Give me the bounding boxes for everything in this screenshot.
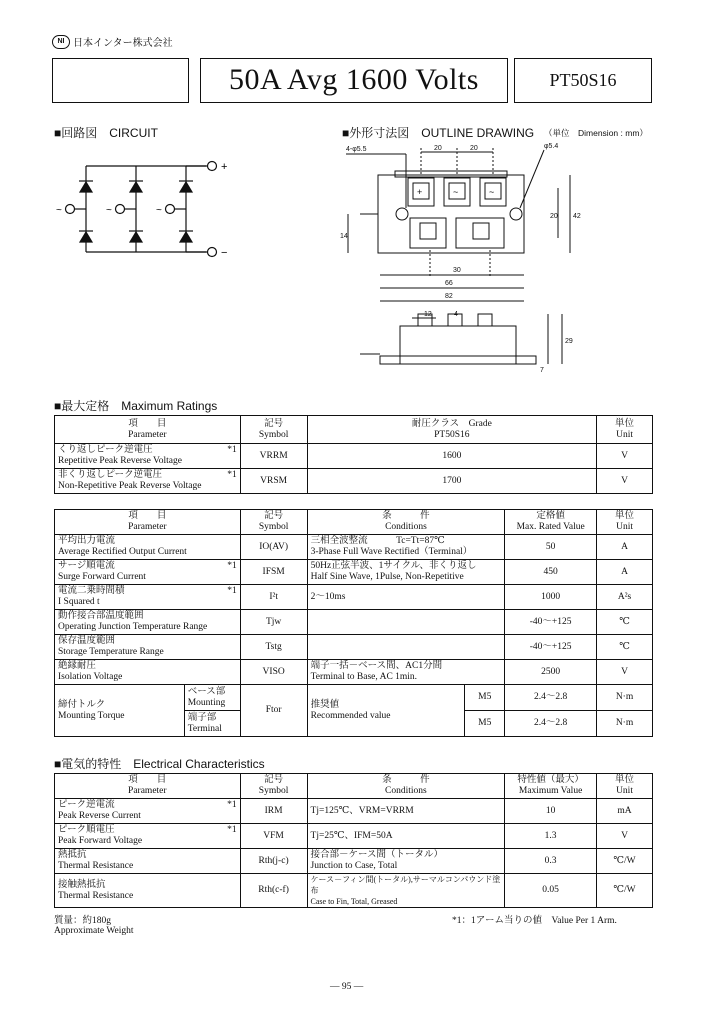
- param-header-en: Parameter: [128, 429, 167, 440]
- table-row: [55, 444, 653, 469]
- torque-sub-jp: 端子部: [187, 712, 217, 723]
- terminal-circle: [166, 205, 175, 214]
- max-ratings-voltage-table: [54, 415, 653, 494]
- value-header-en: Max. Rated Value: [516, 522, 585, 532]
- arm-note: *1：1アーム当りの値 Value Per 1 Arm.: [452, 916, 617, 926]
- param-header-en: Parameter: [128, 786, 167, 796]
- param-en: Peak Forward Voltage: [58, 836, 143, 846]
- value-cell: 1600: [307, 444, 596, 469]
- terminal-mark: ~: [453, 187, 459, 197]
- value-header-en: Maximum Value: [518, 786, 583, 796]
- value-cell: -40～+125: [505, 635, 597, 660]
- unit-cell: N·m: [597, 711, 653, 737]
- dim-label: φ5.4: [544, 143, 559, 150]
- conditions-header: 条 件: [382, 775, 430, 785]
- condition-jp: Tj=125℃、VRM=VRRM: [307, 799, 505, 824]
- terminal-mark: ~: [489, 187, 495, 197]
- unit-cell: ℃/W: [597, 874, 653, 908]
- unit-cell: N·m: [597, 685, 653, 711]
- table-row: [55, 824, 653, 849]
- value-cell: 2500: [505, 660, 597, 685]
- param-en: Mounting Torque: [58, 710, 125, 721]
- param-en: Isolation Voltage: [58, 672, 123, 682]
- dim-label: 42: [573, 213, 581, 220]
- ac-label: ~: [156, 205, 162, 216]
- symbol-cell: VFM: [240, 824, 307, 849]
- param-en: Peak Reverse Current: [58, 811, 141, 821]
- diode-symbol: [130, 182, 142, 192]
- param-header: 項 目: [128, 511, 167, 521]
- max-ratings-table: [54, 509, 653, 737]
- diode-symbol: [80, 182, 92, 192]
- table-header-row: [55, 416, 653, 444]
- symbol-cell: VISO: [240, 660, 307, 685]
- symbol-cell: I²t: [240, 585, 307, 610]
- dim-label: 4-φ5.5: [346, 146, 367, 153]
- param-jp: 絶縁耐圧: [58, 661, 97, 671]
- condition-jp: 端子一括－ベース間、AC1分間: [310, 661, 443, 671]
- conditions-header-en: Conditions: [384, 786, 427, 796]
- param-header: 項 目: [128, 418, 167, 429]
- note-mark: *1: [227, 586, 237, 596]
- unit-cell: V: [597, 660, 653, 685]
- table-row: [55, 685, 653, 711]
- unit-header: 単位: [615, 418, 635, 429]
- grade-header: 耐圧クラス Grade: [411, 418, 492, 429]
- condition-jp: Tj=25℃、IFM=50A: [307, 824, 505, 849]
- symbol-header: 記号: [264, 775, 284, 785]
- unit-header-en: Unit: [616, 522, 633, 532]
- header-blank-box: [52, 58, 189, 103]
- circuit-heading: ■回路図 CIRCUIT: [54, 126, 158, 140]
- param-jp: ピーク逆電流: [58, 800, 115, 810]
- param-en: Repetitive Peak Reverse Voltage: [58, 456, 182, 466]
- screw-cell: M5: [465, 711, 505, 737]
- dim-label: 7: [540, 367, 544, 374]
- terminal-circle: [66, 205, 75, 214]
- logo-text: 日本インター株式会社: [73, 38, 173, 49]
- condition-en: Half Sine Wave, 1Pulse, Non-Repetitive: [310, 572, 464, 582]
- table-row: [55, 469, 653, 494]
- unit-header-en: Unit: [616, 429, 633, 440]
- condition-en: Junction to Case, Total: [310, 861, 398, 871]
- param-en: Storage Temperature Range: [58, 647, 164, 657]
- table-header-row: [55, 510, 653, 535]
- note-mark: *1: [227, 470, 237, 480]
- param-jp: 熱抵抗: [58, 850, 87, 860]
- plus-label: +: [221, 161, 228, 173]
- unit-header: 単位: [615, 511, 635, 521]
- value-cell: 0.05: [505, 874, 597, 908]
- table-row: [55, 535, 653, 560]
- symbol-cell: Ftor: [240, 685, 307, 737]
- symbol-cell: IFSM: [240, 560, 307, 585]
- model-number: PT50S16: [514, 58, 652, 103]
- company-logo: [52, 34, 173, 49]
- condition-jp: 接合部－ケース間（トータル）: [310, 850, 444, 860]
- symbol-cell: VRRM: [240, 444, 307, 469]
- symbol-header: 記号: [264, 418, 284, 429]
- param-en: Surge Forward Current: [58, 572, 146, 582]
- outline-drawing: [340, 138, 590, 388]
- electrical-heading: ■電気的特性 Electrical Characteristics: [54, 757, 265, 771]
- table-row: [55, 849, 653, 874]
- torque-sub-en: Terminal: [187, 723, 222, 734]
- ac-label: ~: [106, 205, 112, 216]
- table-row: [55, 610, 653, 635]
- weight-en: Approximate Weight: [54, 926, 134, 936]
- max-ratings-heading: ■最大定格 Maximum Ratings: [54, 399, 218, 413]
- logo-mark: NI: [52, 35, 70, 49]
- condition-jp: 三相全波整流 Tc=Tt=87℃: [310, 536, 445, 546]
- dim-label: 29: [565, 338, 573, 345]
- symbol-header-en: Symbol: [258, 429, 289, 440]
- param-en: I Squared t: [58, 597, 100, 607]
- conditions-header: 条 件: [382, 511, 430, 521]
- param-en: Thermal Resistance: [58, 890, 134, 901]
- symbol-cell: Tjw: [240, 610, 307, 635]
- dim-label: 12: [424, 311, 432, 318]
- condition-en: 3-Phase Full Wave Rectified（Terminal）: [310, 547, 473, 557]
- terminal-circle: [208, 162, 217, 171]
- diode-symbol: [180, 232, 192, 242]
- param-jp: ピーク順電圧: [58, 825, 115, 835]
- value-cell: 1000: [505, 585, 597, 610]
- value-header: 特性値（最大）: [517, 775, 584, 785]
- torque-sub-en: Mounting: [187, 697, 226, 708]
- symbol-header-en: Symbol: [258, 522, 289, 532]
- grade-model: PT50S16: [434, 429, 470, 440]
- terminal-mark: +: [417, 187, 423, 197]
- table-header-row: [55, 774, 653, 799]
- note-mark: *1: [227, 800, 237, 810]
- param-en: Non-Repetitive Peak Reverse Voltage: [58, 481, 202, 491]
- conditions-header-en: Conditions: [385, 522, 427, 532]
- condition-jp: 50Hz正弦半波、1サイクル、非くり返し: [310, 561, 477, 571]
- diode-symbol: [130, 232, 142, 242]
- circuit-diagram: [58, 148, 238, 270]
- terminal-circle: [116, 205, 125, 214]
- value-cell: 2.4～2.8: [505, 685, 597, 711]
- unit-cell: ℃/W: [597, 849, 653, 874]
- dim-label: 30: [453, 267, 461, 274]
- param-jp: 動作接合部温度範囲: [58, 611, 144, 621]
- torque-sub-jp: ベース部: [187, 686, 226, 697]
- table-row: [55, 585, 653, 610]
- value-cell: -40～+125: [505, 610, 597, 635]
- dim-label: 66: [445, 280, 453, 287]
- param-header: 項 目: [128, 775, 167, 785]
- diode-symbol: [80, 232, 92, 242]
- diode-symbol: [180, 182, 192, 192]
- value-cell: 450: [505, 560, 597, 585]
- value-header: 定格値: [536, 511, 565, 521]
- screw-cell: M5: [465, 685, 505, 711]
- outline-heading: ■外形寸法図 OUTLINE DRAWING: [342, 126, 535, 140]
- symbol-cell: Tstg: [240, 635, 307, 660]
- unit-cell: ℃: [597, 610, 653, 635]
- condition-jp: ケース－フィン間(トータル),サーマルコンパウンド塗布: [310, 875, 501, 895]
- electrical-characteristics-table: [54, 773, 653, 908]
- unit-cell: mA: [597, 799, 653, 824]
- condition-en: Case to Fin, Total, Greased: [310, 897, 398, 906]
- param-jp: くり返しピーク逆電圧: [58, 445, 153, 455]
- unit-cell: A²s: [597, 585, 653, 610]
- param-jp: 締付トルク: [58, 699, 106, 710]
- condition-en: Recommended value: [310, 710, 391, 721]
- unit-header: 単位: [615, 775, 635, 785]
- symbol-cell: IO(AV): [240, 535, 307, 560]
- condition-en: Terminal to Base, AC 1min.: [310, 672, 418, 682]
- dim-label: 14: [340, 233, 348, 240]
- condition-jp: 2～10ms: [310, 591, 346, 602]
- unit-cell: V: [597, 824, 653, 849]
- ac-label: ~: [56, 205, 62, 216]
- param-en: Operating Junction Temperature Range: [58, 622, 208, 632]
- dim-label: 20: [434, 145, 442, 152]
- note-mark: *1: [227, 825, 237, 835]
- unit-cell: V: [597, 444, 653, 469]
- symbol-cell: IRM: [240, 799, 307, 824]
- value-cell: 2.4～2.8: [505, 711, 597, 737]
- param-jp: 接触熱抵抗: [58, 879, 106, 890]
- unit-header-en: Unit: [616, 786, 633, 796]
- table-row: [55, 874, 653, 908]
- table-row: [55, 660, 653, 685]
- dim-label: 82: [445, 293, 453, 300]
- note-mark: *1: [227, 445, 237, 455]
- param-jp: 平均出力電流: [58, 536, 116, 546]
- value-cell: 10: [505, 799, 597, 824]
- dim-label: 20: [550, 213, 558, 220]
- value-cell: 50: [505, 535, 597, 560]
- unit-cell: V: [597, 469, 653, 494]
- symbol-cell: VRSM: [240, 469, 307, 494]
- unit-cell: A: [597, 535, 653, 560]
- param-jp: 非くり返しピーク逆電圧: [58, 470, 163, 480]
- table-row: [55, 560, 653, 585]
- dim-label: 4: [454, 311, 458, 318]
- value-cell: 1.3: [505, 824, 597, 849]
- value-cell: 1700: [307, 469, 596, 494]
- note-mark: *1: [227, 561, 237, 571]
- param-jp: 電流二乗時間積: [58, 586, 125, 596]
- minus-label: −: [221, 247, 228, 259]
- unit-cell: ℃: [597, 635, 653, 660]
- terminal-circle: [208, 248, 217, 257]
- table-row: [55, 799, 653, 824]
- unit-cell: A: [597, 560, 653, 585]
- page-title: 50A Avg 1600 Volts: [200, 58, 508, 103]
- table-row: [55, 635, 653, 660]
- value-cell: 0.3: [505, 849, 597, 874]
- param-header-en: Parameter: [128, 522, 167, 532]
- param-en: Average Rectified Output Current: [58, 547, 187, 557]
- page-number: — 95 —: [330, 982, 364, 992]
- symbol-cell: Rth(j-c): [240, 849, 307, 874]
- dim-label: 20: [470, 145, 478, 152]
- condition-jp: 推奨値: [310, 699, 340, 710]
- param-jp: サージ順電流: [58, 561, 115, 571]
- symbol-cell: Rth(c-f): [240, 874, 307, 908]
- symbol-header-en: Symbol: [258, 786, 289, 796]
- symbol-header: 記号: [264, 511, 284, 521]
- unit-note: （単位 Dimension : mm）: [544, 128, 648, 138]
- weight-note: [54, 912, 134, 936]
- param-jp: 保存温度範囲: [58, 636, 116, 646]
- param-en: Thermal Resistance: [58, 861, 134, 871]
- weight-jp: 質量：約180g: [54, 916, 112, 926]
